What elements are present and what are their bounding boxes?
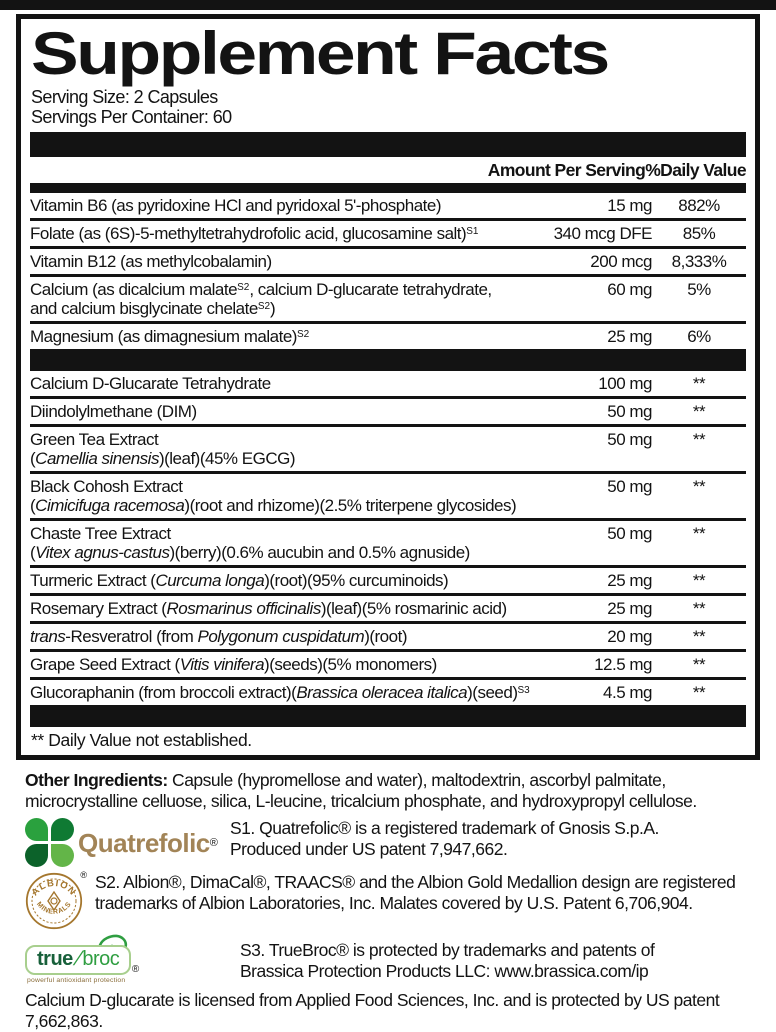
ingredient-amount: 20 mg xyxy=(607,627,652,646)
table-row xyxy=(30,424,746,471)
ingredient-amount: 60 mg xyxy=(607,280,652,299)
table-row xyxy=(30,593,746,621)
ingredient-daily-value: 85% xyxy=(682,224,716,243)
ingredient-name: Magnesium (as dimagnesium malate)$^{S2}$ xyxy=(30,327,310,346)
divider-bar-top xyxy=(30,132,746,157)
table-row xyxy=(30,649,746,677)
svg-text:ALBION: ALBION xyxy=(29,877,79,899)
leaf-slash-icon: / xyxy=(72,948,83,970)
top-crop-band xyxy=(0,0,776,10)
serving-size: Serving Size: 2 Capsules xyxy=(31,87,218,107)
ingredient-amount: 25 mg xyxy=(607,571,652,590)
table-row xyxy=(30,246,746,274)
trademark-note-s3 xyxy=(25,932,760,984)
truebroc-tagline: powerful antioxidant protection xyxy=(27,977,126,984)
ingredient-daily-value: 882% xyxy=(678,196,720,215)
ingredient-daily-value: ** xyxy=(692,430,706,449)
ingredient-daily-value: ** xyxy=(692,627,706,646)
ingredient-daily-value: 6% xyxy=(687,327,711,346)
column-headers xyxy=(30,157,746,183)
ingredient-amount: 4.5 mg xyxy=(603,683,652,702)
registered-mark: ® xyxy=(80,870,87,880)
other-ingredients xyxy=(25,770,760,812)
ingredient-daily-value: ** xyxy=(692,374,706,393)
ingredient-daily-value: ** xyxy=(692,599,706,618)
trademark-note-s2 xyxy=(25,872,760,930)
ingredient-name: Rosemary Extract (Rosmarinus officinalis)(leaf)(5% rosmarinic acid) xyxy=(30,599,507,618)
quatrefolic-wordmark: Quatrefolic xyxy=(78,827,210,858)
other-ingredients-label: Other Ingredients: xyxy=(25,770,168,790)
divider-bar-middle xyxy=(30,349,746,371)
divider-bar-bottom xyxy=(30,705,746,727)
ingredient-amount: 50 mg xyxy=(607,402,652,421)
table-row xyxy=(30,371,746,396)
trademark-note-s3-text: S3. TrueBroc® is protected by trademarks and patents of Brassica Protection Products LLC: www.brassica.com/ip xyxy=(240,940,655,981)
ingredient-name: trans-Resveratrol (from Polygonum cuspidatum)(root) xyxy=(30,627,407,646)
table-row xyxy=(30,321,746,349)
truebroc-logo xyxy=(25,932,240,984)
quatrefolic-logo xyxy=(25,818,230,868)
table-row xyxy=(30,193,746,218)
table-row xyxy=(30,471,746,518)
ingredient-name: Glucoraphanin (from broccoli extract)(Brassica oleracea italica)(seed)$^{S3}$ xyxy=(30,683,530,702)
ingredient-daily-value: ** xyxy=(692,402,706,421)
vitamin-rows xyxy=(30,193,746,349)
ingredient-amount: 50 mg xyxy=(607,430,652,449)
daily-value-header: %Daily Value xyxy=(645,160,746,180)
ingredient-amount: 100 mg xyxy=(598,374,652,393)
ingredient-daily-value: ** xyxy=(692,571,706,590)
ingredient-name: Black Cohosh Extract (Cimicifuga racemosa)(root and rhizome)(2.5% triterpene glycosides) xyxy=(30,477,517,515)
ingredient-amount: 15 mg xyxy=(607,196,652,215)
ingredient-daily-value: 8,333% xyxy=(671,252,727,271)
ingredient-name: Calcium D-Glucarate Tetrahydrate xyxy=(30,374,271,393)
albion-medallion-icon xyxy=(25,872,95,930)
ingredient-amount: 12.5 mg xyxy=(594,655,652,674)
registered-mark: ® xyxy=(209,837,218,849)
ingredient-amount: 50 mg xyxy=(607,524,652,543)
license-note: Calcium D-glucarate is licensed from Applied Food Sciences, Inc. and is protected by US patent 7,662,863. xyxy=(25,990,720,1031)
truebroc-word-true: true xyxy=(37,948,73,970)
ingredient-daily-value: ** xyxy=(692,524,706,543)
servings-per-container: Servings Per Container: 60 xyxy=(31,107,232,127)
amount-per-serving-header: Amount Per Serving xyxy=(487,160,646,180)
ingredient-amount: 200 mcg xyxy=(590,252,652,271)
table-row xyxy=(30,518,746,565)
ingredient-amount: 25 mg xyxy=(607,599,652,618)
svg-text:MINERALS: MINERALS xyxy=(35,900,73,916)
ingredient-amount: 340 mcg DFE xyxy=(553,224,652,243)
table-row xyxy=(30,621,746,649)
other-ingredients-text: Capsule (hypromellose and water), maltodextrin, ascorbyl palmitate, microcrystalline celluose, silica, L-leucine, tricalcium phosphate, and hydroxypropyl cellulose. xyxy=(25,770,697,811)
trademark-note-s1-text: S1. Quatrefolic® is a registered trademark of Gnosis S.p.A. Produced under US patent 7,947,662. xyxy=(230,818,659,859)
ingredient-name: Turmeric Extract (Curcuma longa)(root)(95% curcuminoids) xyxy=(30,571,449,590)
ingredient-name: Vitamin B12 (as methylcobalamin) xyxy=(30,252,272,271)
table-row xyxy=(30,565,746,593)
trademark-note-s2-text: S2. Albion®, DimaCal®, TRAACS® and the Albion Gold Medallion design are registered trademarks of Albion Laboratories, Inc. Malates covered by U.S. Patent 6,706,904. xyxy=(95,872,736,913)
table-row xyxy=(30,396,746,424)
ingredient-daily-value: ** xyxy=(692,477,706,496)
ingredient-name: Folate (as (6S)-5-methyltetrahydrofolic acid, glucosamine salt)$^{S1}$ xyxy=(30,224,479,243)
ingredient-amount: 25 mg xyxy=(607,327,652,346)
ingredient-name: Vitamin B6 (as pyridoxine HCl and pyridoxal 5'-phosphate) xyxy=(30,196,441,215)
divider-bar-header xyxy=(30,183,746,193)
truebroc-word-broc: broc xyxy=(82,948,120,970)
botanical-rows xyxy=(30,371,746,705)
ingredient-daily-value: ** xyxy=(692,655,706,674)
ingredient-daily-value: 5% xyxy=(687,280,711,299)
ingredient-name: Grape Seed Extract (Vitis vinifera)(seeds)(5% monomers) xyxy=(30,655,437,674)
ingredient-daily-value: ** xyxy=(692,683,706,702)
supplement-facts-panel xyxy=(16,14,760,760)
ingredient-amount: 50 mg xyxy=(607,477,652,496)
trademark-note-s1 xyxy=(25,818,760,868)
ingredient-name: Chaste Tree Extract (Vitex agnus-castus)(berry)(0.6% aucubin and 0.5% agnuside) xyxy=(30,524,470,562)
table-row xyxy=(30,274,746,321)
table-row xyxy=(30,677,746,705)
panel-title: Supplement Facts xyxy=(31,20,608,87)
ingredient-name: Diindolylmethane (DIM) xyxy=(30,402,197,421)
ingredient-name: Green Tea Extract (Camellia sinensis)(leaf)(45% EGCG) xyxy=(30,430,295,468)
ingredient-name: Calcium (as dicalcium malate$^{S2}$, calcium D-glucarate tetrahydrate, and calcium bisglycinate chelate$^{S2}$) xyxy=(30,280,492,318)
clover-icon xyxy=(25,818,75,868)
dv-footnote: ** Daily Value not established. xyxy=(31,730,252,750)
registered-mark: ® xyxy=(131,964,140,975)
table-row xyxy=(30,218,746,246)
